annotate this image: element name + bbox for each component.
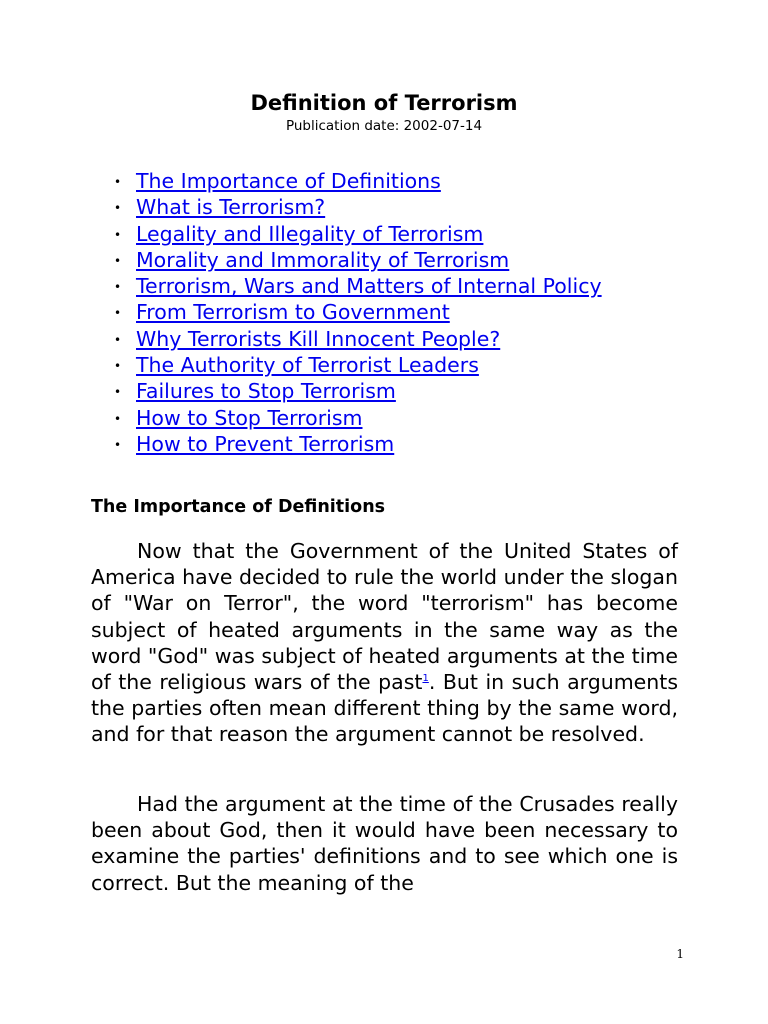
toc-item — [110, 352, 602, 378]
toc-link-morality[interactable]: Morality and Immorality of Terrorism — [136, 247, 510, 272]
bullet-icon: • — [114, 385, 122, 400]
bullet-icon: • — [114, 437, 122, 452]
bullet-icon: • — [114, 253, 122, 268]
bullet-icon: • — [114, 359, 122, 374]
bullet-icon: • — [114, 280, 122, 295]
toc-link-failures-to-stop[interactable]: Failures to Stop Terrorism — [136, 379, 396, 404]
toc-link-terrorism-to-government[interactable]: From Terrorism to Government — [136, 300, 450, 325]
body-paragraph — [91, 538, 678, 748]
body-paragraph: Had the argument at the time of the Crusades really been about God, then it would have been necessary to examine the parties' definitions and to see which one is correct. But the meaning of the — [91, 792, 678, 895]
bullet-icon: • — [114, 201, 122, 216]
toc-item — [110, 378, 602, 404]
toc-item — [110, 405, 602, 431]
bullet-icon: • — [114, 332, 122, 347]
document-title: Definition of Terrorism — [250, 91, 518, 115]
toc-link-importance-of-definitions[interactable]: The Importance of Definitions — [136, 169, 441, 193]
bullet-icon: • — [114, 306, 122, 321]
toc-link-kill-innocent-people[interactable]: Why Terrorists Kill Innocent People? — [136, 326, 501, 351]
table-of-contents — [110, 168, 602, 457]
toc-link-what-is-terrorism[interactable]: What is Terrorism? — [136, 195, 326, 220]
toc-link-authority-of-leaders[interactable]: The Authority of Terrorist Leaders — [136, 353, 479, 378]
toc-item — [110, 431, 602, 457]
toc-link-how-to-prevent[interactable]: How to Prevent Terrorism — [136, 431, 395, 456]
paragraph-text: . But in such arguments the parties often mean different thing by the same word, and for that reason the argument cannot be resolved. — [91, 670, 678, 747]
page-number: 1 — [676, 947, 684, 961]
toc-link-how-to-stop[interactable]: How to Stop Terrorism — [136, 405, 363, 430]
toc-link-legality[interactable]: Legality and Illegality of Terrorism — [136, 221, 484, 246]
toc-item — [110, 273, 602, 299]
toc-item — [110, 221, 602, 247]
bullet-icon: • — [114, 175, 122, 189]
bullet-icon: • — [114, 411, 122, 426]
footnote-link[interactable]: 1 — [422, 673, 429, 685]
section-heading: The Importance of Definitions — [91, 497, 386, 517]
toc-item — [110, 168, 602, 194]
publication-date: Publication date: 2002-07-14 — [285, 118, 483, 134]
toc-link-wars-internal-policy[interactable]: Terrorism, Wars and Matters of Internal Policy — [136, 274, 602, 299]
toc-item — [110, 194, 602, 220]
paragraph-text: Now that the Government of the United States of America have decided to rule the world under the slogan of "War on Terror", the word "terrorism" has become subject of heated arguments in the same way as the word "God" was subject of heated arguments at the time of the religious wars of the past — [91, 539, 678, 695]
toc-item — [110, 247, 602, 273]
toc-item — [110, 326, 602, 352]
bullet-icon: • — [114, 227, 122, 242]
toc-item — [110, 299, 602, 325]
